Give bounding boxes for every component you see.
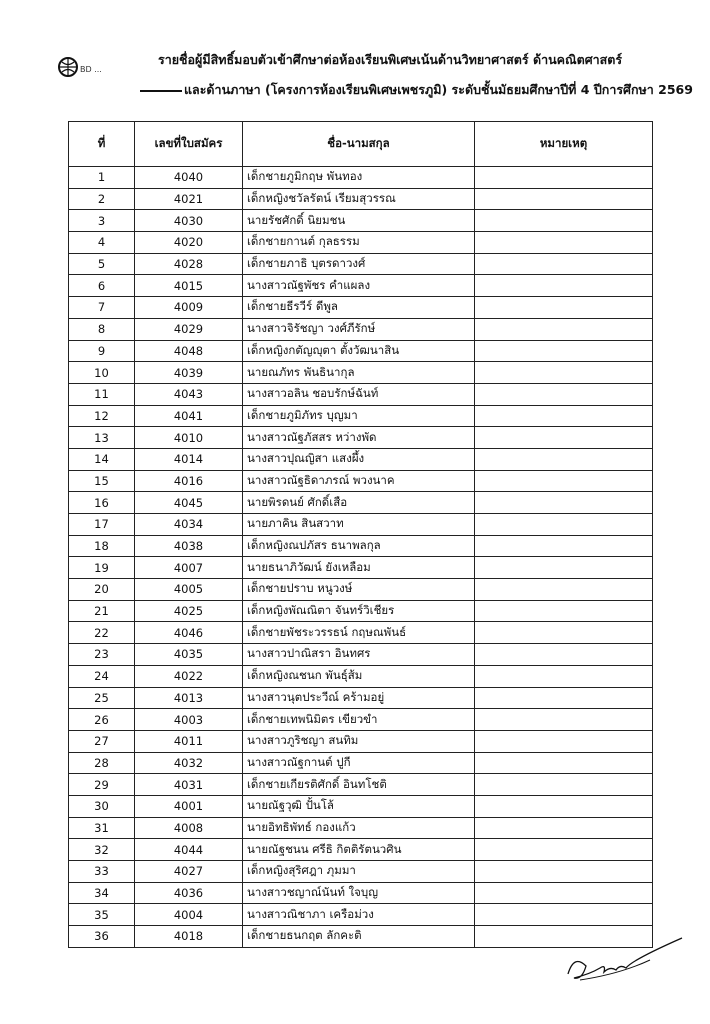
remarks (475, 644, 653, 666)
remarks (475, 448, 653, 470)
title-dash-rule (140, 90, 182, 92)
table-row (69, 514, 653, 536)
application-number: 4048 (135, 340, 243, 362)
application-number: 4032 (135, 752, 243, 774)
fullname: เด็กชายเกียรติศักดิ์ อินทโชติ (243, 774, 475, 796)
table-row (69, 362, 653, 384)
fullname: นางสาวณัฐภัสสร หว่างพัด (243, 427, 475, 449)
table-row (69, 904, 653, 926)
application-number: 4008 (135, 817, 243, 839)
row-number: 32 (69, 839, 135, 861)
school-logo-icon (56, 54, 146, 80)
row-number: 4 (69, 232, 135, 254)
application-number: 4001 (135, 795, 243, 817)
table-row (69, 774, 653, 796)
remarks (475, 188, 653, 210)
table-row (69, 622, 653, 644)
row-number: 10 (69, 362, 135, 384)
row-number: 31 (69, 817, 135, 839)
fullname: นายอิทธิพัทธ์ กองแก้ว (243, 817, 475, 839)
fullname: เด็กหญิงสุริศฎา ภุมมา (243, 861, 475, 883)
remarks (475, 861, 653, 883)
table-row (69, 644, 653, 666)
row-number: 7 (69, 297, 135, 319)
fullname: นางสาวณัฐพัชร คำแผลง (243, 275, 475, 297)
application-number: 4011 (135, 730, 243, 752)
table-row (69, 492, 653, 514)
application-number: 4020 (135, 232, 243, 254)
table-row (69, 297, 653, 319)
application-number: 4022 (135, 665, 243, 687)
row-number: 28 (69, 752, 135, 774)
row-number: 26 (69, 709, 135, 731)
table-row (69, 795, 653, 817)
fullname: เด็กหญิงชวัลรัตน์ เรียมสุวรรณ (243, 188, 475, 210)
table-row (69, 861, 653, 883)
application-number: 4034 (135, 514, 243, 536)
col-header-fullname: ชื่อ-นามสกุล (243, 122, 475, 167)
fullname: นายรัชศักดิ์ นิยมชน (243, 210, 475, 232)
remarks (475, 904, 653, 926)
fullname: เด็กหญิงณปภัสร ธนาพลกุล (243, 535, 475, 557)
application-number: 4021 (135, 188, 243, 210)
remarks (475, 405, 653, 427)
row-number: 20 (69, 579, 135, 601)
remarks (475, 839, 653, 861)
fullname: เด็กชายพัชระวรรธน์ กฤษณพันธ์ (243, 622, 475, 644)
row-number: 14 (69, 448, 135, 470)
table-row (69, 579, 653, 601)
table-row (69, 340, 653, 362)
application-number: 4003 (135, 709, 243, 731)
fullname: นายธนาภิวัฒน์ ยังเหลือม (243, 557, 475, 579)
table-row (69, 557, 653, 579)
application-number: 4013 (135, 687, 243, 709)
document-title-line2 (140, 80, 693, 100)
fullname: เด็กชายภาธิ บุตรดาวงศ์ (243, 253, 475, 275)
col-header-remarks: หมายเหตุ (475, 122, 653, 167)
col-header-application-no: เลขที่ใบสมัคร (135, 122, 243, 167)
remarks (475, 167, 653, 189)
document-title-line1: รายชื่อผู้มีสิทธิ์มอบตัวเข้าศึกษาต่อห้องเรียนพิเศษเน้นด้านวิทยาศาสตร์ ด้านคณิตศาสตร์ (158, 52, 623, 67)
row-number: 24 (69, 665, 135, 687)
row-number: 16 (69, 492, 135, 514)
fullname: เด็กชายภูมิกฤษ พันทอง (243, 167, 475, 189)
fullname: นางสาวนุตประวีณ์ คร้ามอยู่ (243, 687, 475, 709)
application-number: 4041 (135, 405, 243, 427)
remarks (475, 318, 653, 340)
remarks (475, 492, 653, 514)
row-number: 3 (69, 210, 135, 232)
svg-text:BD ...: BD ... (80, 65, 102, 74)
remarks (475, 514, 653, 536)
row-number: 33 (69, 861, 135, 883)
row-number: 1 (69, 167, 135, 189)
application-number: 4044 (135, 839, 243, 861)
row-number: 19 (69, 557, 135, 579)
table-row (69, 839, 653, 861)
table-header-row (69, 122, 653, 167)
application-number: 4028 (135, 253, 243, 275)
table-row (69, 752, 653, 774)
fullname: เด็กหญิงกตัญญุตา ตั้งวัฒนาสิน (243, 340, 475, 362)
remarks (475, 383, 653, 405)
applicant-table (68, 121, 653, 948)
remarks (475, 687, 653, 709)
table-row (69, 188, 653, 210)
table-row (69, 405, 653, 427)
document-title-line2-text: และด้านภาษา (โครงการห้องเรียนพิเศษเพชรภูมิ) ระดับชั้นมัธยมศึกษาปีที่ 4 ปีการศึกษา 2569 (184, 82, 693, 97)
table-row (69, 687, 653, 709)
fullname: นายณัฐชนน ศรีธิ กิตติรัตนวศิน (243, 839, 475, 861)
application-number: 4009 (135, 297, 243, 319)
fullname: นางสาวภูริชญา สนทิม (243, 730, 475, 752)
remarks (475, 795, 653, 817)
fullname: นางสาวปาณิสรา อินทศร (243, 644, 475, 666)
table-row (69, 448, 653, 470)
row-number: 18 (69, 535, 135, 557)
remarks (475, 362, 653, 384)
table-row (69, 882, 653, 904)
application-number: 4029 (135, 318, 243, 340)
fullname: นายพิรดนย์ ศักดิ์เสือ (243, 492, 475, 514)
row-number: 15 (69, 470, 135, 492)
remarks (475, 232, 653, 254)
remarks (475, 340, 653, 362)
application-number: 4004 (135, 904, 243, 926)
fullname: นางสาวณัฐกานต์ ปูกี (243, 752, 475, 774)
row-number: 25 (69, 687, 135, 709)
row-number: 11 (69, 383, 135, 405)
fullname: เด็กหญิงณชนก พันธุ์ส้ม (243, 665, 475, 687)
fullname: เด็กชายเทพนิมิตร เขียวขำ (243, 709, 475, 731)
fullname: เด็กชายธนกฤต ลักคะติ (243, 926, 475, 948)
table-row (69, 318, 653, 340)
remarks (475, 600, 653, 622)
fullname: นางสาวปุณญิสา แสงผึ้ง (243, 448, 475, 470)
remarks (475, 535, 653, 557)
application-number: 4027 (135, 861, 243, 883)
remarks (475, 752, 653, 774)
row-number: 35 (69, 904, 135, 926)
fullname: นางสาวณัฐธิดาภรณ์ พวงนาค (243, 470, 475, 492)
fullname: นางสาวชญาณ์นันท์ ใจบุญ (243, 882, 475, 904)
application-number: 4046 (135, 622, 243, 644)
row-number: 21 (69, 600, 135, 622)
signature-mark (560, 930, 690, 990)
application-number: 4010 (135, 427, 243, 449)
fullname: นายณัฐวุฒิ ปั้นโล้ (243, 795, 475, 817)
row-number: 9 (69, 340, 135, 362)
row-number: 22 (69, 622, 135, 644)
remarks (475, 253, 653, 275)
fullname: นายณภัทร พันธินากุล (243, 362, 475, 384)
row-number: 29 (69, 774, 135, 796)
application-number: 4025 (135, 600, 243, 622)
application-number: 4040 (135, 167, 243, 189)
remarks (475, 665, 653, 687)
fullname: นางสาวจิรัชญา วงศ์ภีรักษ์ (243, 318, 475, 340)
application-number: 4031 (135, 774, 243, 796)
table-row (69, 383, 653, 405)
table-row (69, 275, 653, 297)
remarks (475, 427, 653, 449)
remarks (475, 557, 653, 579)
application-number: 4018 (135, 926, 243, 948)
col-header-number: ที่ (69, 122, 135, 167)
fullname: เด็กชายธีรวีร์ ดีพูล (243, 297, 475, 319)
table-row (69, 210, 653, 232)
fullname: เด็กหญิงพัณณิตา จันทร์วิเชียร (243, 600, 475, 622)
table-row (69, 535, 653, 557)
table-row (69, 600, 653, 622)
table-row (69, 665, 653, 687)
application-number: 4038 (135, 535, 243, 557)
application-number: 4030 (135, 210, 243, 232)
remarks (475, 210, 653, 232)
fullname: เด็กชายปราบ หนูวงษ์ (243, 579, 475, 601)
remarks (475, 882, 653, 904)
application-number: 4015 (135, 275, 243, 297)
application-number: 4045 (135, 492, 243, 514)
table-row (69, 709, 653, 731)
row-number: 34 (69, 882, 135, 904)
fullname: เด็กชายภูมิภัทร บุญมา (243, 405, 475, 427)
fullname: นางสาวณิชาภา เครือม่วง (243, 904, 475, 926)
remarks (475, 297, 653, 319)
row-number: 6 (69, 275, 135, 297)
remarks (475, 774, 653, 796)
remarks (475, 275, 653, 297)
table-row (69, 167, 653, 189)
application-number: 4039 (135, 362, 243, 384)
table-row (69, 232, 653, 254)
fullname: นางสาวอลิน ชอบรักษ์ฉันท์ (243, 383, 475, 405)
application-number: 4043 (135, 383, 243, 405)
row-number: 27 (69, 730, 135, 752)
row-number: 36 (69, 926, 135, 948)
row-number: 30 (69, 795, 135, 817)
application-number: 4005 (135, 579, 243, 601)
row-number: 12 (69, 405, 135, 427)
row-number: 17 (69, 514, 135, 536)
remarks (475, 730, 653, 752)
remarks (475, 470, 653, 492)
fullname: นายภาคิน สินสวาท (243, 514, 475, 536)
table-row (69, 253, 653, 275)
table-row (69, 730, 653, 752)
remarks (475, 579, 653, 601)
row-number: 13 (69, 427, 135, 449)
table-row (69, 427, 653, 449)
row-number: 8 (69, 318, 135, 340)
row-number: 5 (69, 253, 135, 275)
fullname: เด็กชายกานต์ กุลธรรม (243, 232, 475, 254)
remarks (475, 622, 653, 644)
row-number: 2 (69, 188, 135, 210)
application-number: 4007 (135, 557, 243, 579)
application-number: 4036 (135, 882, 243, 904)
table-row (69, 470, 653, 492)
table-row (69, 817, 653, 839)
application-number: 4035 (135, 644, 243, 666)
row-number: 23 (69, 644, 135, 666)
remarks (475, 817, 653, 839)
application-number: 4016 (135, 470, 243, 492)
remarks (475, 709, 653, 731)
application-number: 4014 (135, 448, 243, 470)
